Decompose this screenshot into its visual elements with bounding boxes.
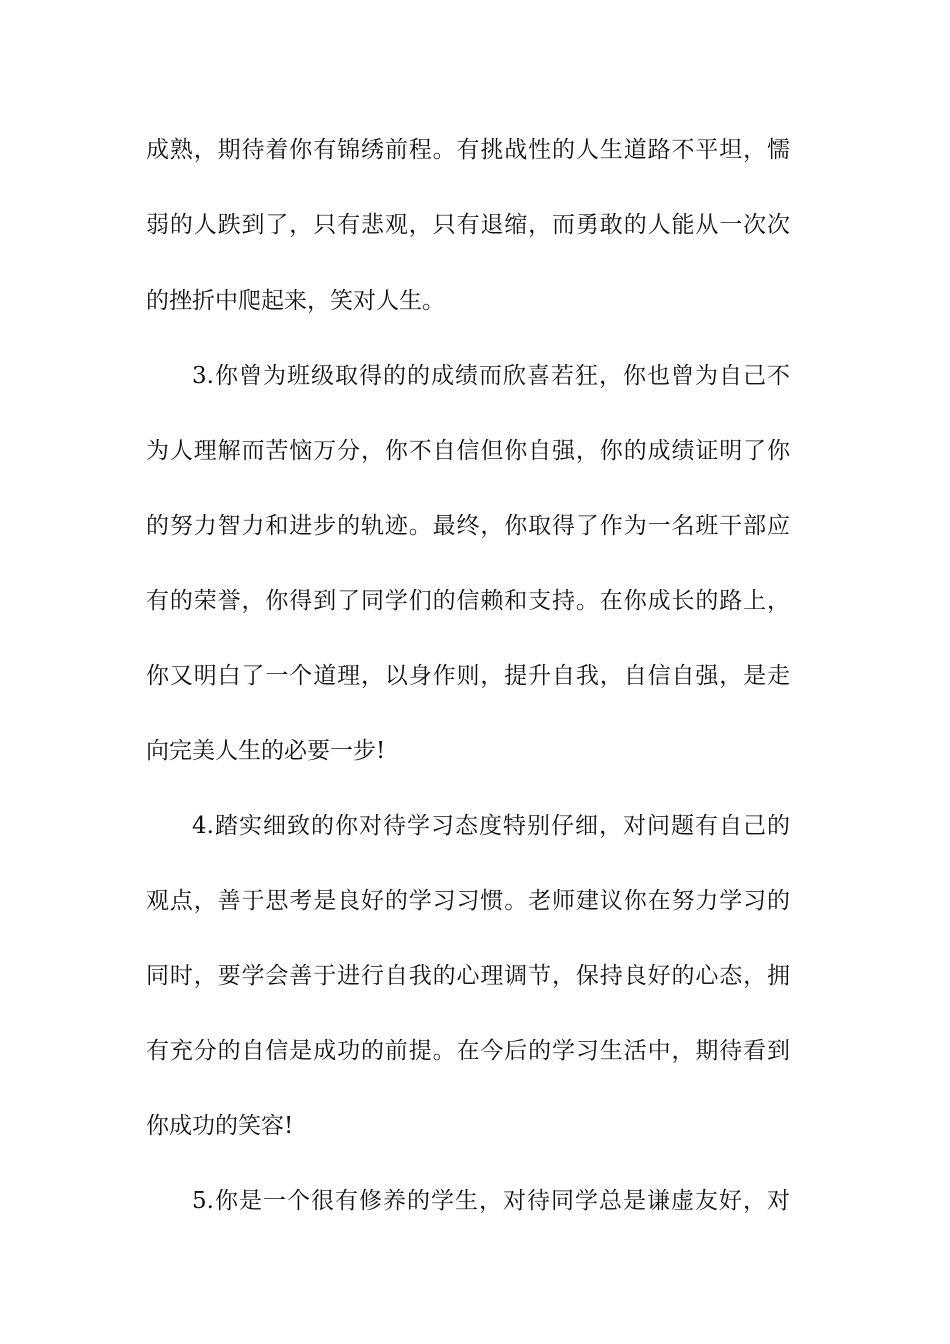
- text-line: 为人理解而苦恼万分，你不自信但你自强，你的成绩证明了你: [146, 438, 790, 464]
- text-line: 向完美人生的必要一步!: [146, 738, 386, 764]
- text-line: 观点，善于思考是良好的学习习惯。老师建议你在努力学习的: [146, 888, 790, 914]
- text-line: 4.踏实细致的你对待学习态度特别仔细，对问题有自己的: [192, 813, 790, 839]
- text-line: 成熟，期待着你有锦绣前程。有挑战性的人生道路不平坦，懦: [146, 137, 790, 163]
- text-line: 同时，要学会善于进行自我的心理调节，保持良好的心态，拥: [146, 963, 790, 989]
- text-line: 5.你是一个很有修养的学生，对待同学总是谦虚友好，对: [192, 1188, 790, 1214]
- text-line: 有充分的自信是成功的前提。在今后的学习生活中，期待看到: [146, 1038, 790, 1064]
- text-line: 弱的人跌到了，只有悲观，只有退缩，而勇敢的人能从一次次: [146, 212, 790, 238]
- text-line: 的努力智力和进步的轨迹。最终，你取得了作为一名班干部应: [146, 513, 790, 539]
- text-line: 有的荣誉，你得到了同学们的信赖和支持。在你成长的路上，: [146, 588, 790, 614]
- text-line: 你成功的笑容!: [146, 1113, 294, 1139]
- text-line: 3.你曾为班级取得的的成绩而欣喜若狂，你也曾为自己不: [192, 363, 790, 389]
- text-line: 你又明白了一个道理，以身作则，提升自我，自信自强，是走: [146, 663, 790, 689]
- text-line: 的挫折中爬起来，笑对人生。: [146, 288, 445, 314]
